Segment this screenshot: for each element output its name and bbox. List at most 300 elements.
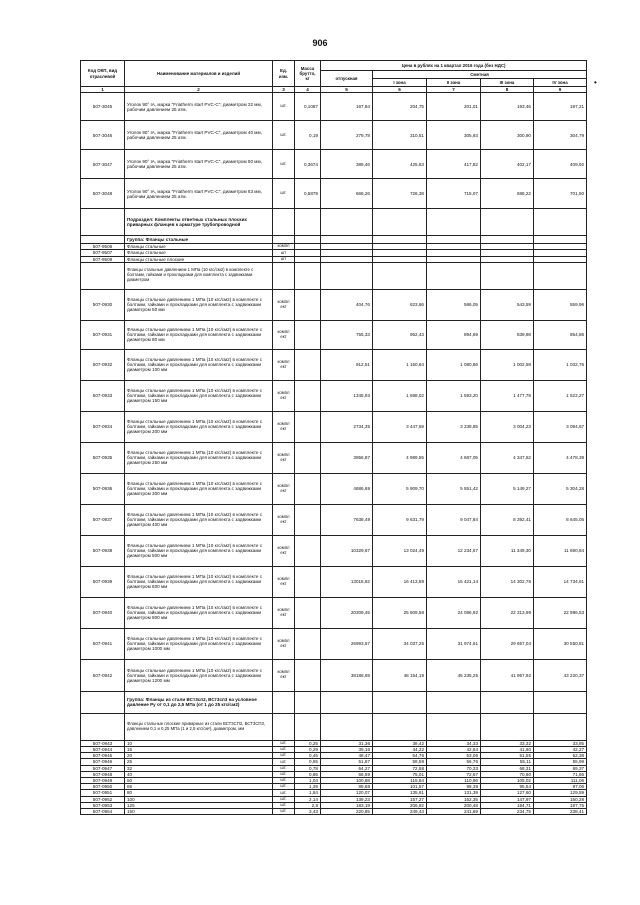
header-zone-4: IV зона [534, 79, 587, 87]
cell-zone-price: 70,33 [427, 765, 481, 771]
table-row [81, 93, 587, 121]
cell-mass [295, 380, 321, 411]
table-row [81, 320, 587, 349]
cell-empty [373, 691, 427, 713]
cell-unit: шт. [273, 765, 295, 771]
cell-zone-price: 3 004,23 [481, 411, 534, 442]
cell-mass: 0,78 [295, 765, 321, 771]
cell-unit: компл ект [273, 504, 295, 535]
cell-zone-price: 5 909,70 [373, 473, 427, 504]
cell-zone-price: 55,99 [534, 759, 587, 765]
section-title: Группа: Фланцы из стали ВСт3сп2, ВСт3сп3 на условное давление Ру от 0,1 до 2,5 МПа (от 1 до 25 кгс/см2) [125, 691, 273, 713]
cell-mass: 3,43 [295, 809, 321, 815]
cell-code: 507-0937 [81, 504, 125, 535]
page-number: 906 [312, 38, 328, 48]
table-row [81, 289, 587, 320]
cell-unit: компл ект [273, 289, 295, 320]
column-number: 9 [534, 87, 587, 93]
cell-zone-price: 70,60 [481, 771, 534, 777]
cell-name: 125 [125, 802, 273, 808]
cell-mass [295, 349, 321, 380]
cell-zone-price: 8 645,05 [534, 504, 587, 535]
section-row [81, 209, 587, 236]
cell-release-price: 13016,82 [321, 566, 373, 597]
cell-zone-price: 24 086,92 [427, 597, 481, 628]
cell-zone-price: 701,50 [534, 179, 587, 209]
cell-zone-price: 157,27 [373, 796, 427, 802]
cell-zone-price: 129,59 [534, 790, 587, 796]
cell-empty [295, 691, 321, 713]
cell-unit: шт. [273, 753, 295, 759]
cell-zone-price: 1 593,20 [427, 380, 481, 411]
cell-code: 507-3045 [81, 93, 125, 121]
cell-zone-price: 300,90 [481, 121, 534, 150]
cell-name: 40 [125, 771, 273, 777]
cell-zone-price: 249,43 [373, 809, 427, 815]
cell-empty [427, 691, 481, 713]
cell-zone-price: 42,27 [534, 747, 587, 753]
cell-release-price: 1345,93 [321, 380, 373, 411]
cell-empty [427, 262, 481, 289]
cell-empty [295, 262, 321, 289]
table-row [81, 473, 587, 504]
cell-name: Фланцы стальные [125, 244, 273, 250]
column-number: 4 [295, 87, 321, 93]
cell-zone-price: 204,75 [373, 93, 427, 121]
cell-zone-price: 3 094,67 [534, 411, 587, 442]
cell-release-price: 668,26 [321, 179, 373, 209]
cell-zone-price: 147,97 [481, 796, 534, 802]
column-number: 7 [427, 87, 481, 93]
cell-mass: 1,84 [295, 790, 321, 796]
cell-empty [427, 236, 481, 244]
cell-zone-price: 1 150,64 [373, 349, 427, 380]
cell-zone-price: 623,66 [373, 289, 427, 320]
cell-empty [321, 262, 373, 289]
cell-release-price: 4686,69 [321, 473, 373, 504]
section-title: Подраздел: Комплекты ответных стальных плоских приварных фланцев к арматуре трубопроводной [125, 209, 273, 236]
cell-name: Фланцы стальные [125, 250, 273, 256]
cell-zone-price: 71,66 [534, 771, 587, 777]
cell-zone-price: 1 477,78 [481, 380, 534, 411]
cell-mass [295, 411, 321, 442]
cell-zone-price: 5 304,28 [534, 473, 587, 504]
cell-code: 507-0939 [81, 566, 125, 597]
table-row [81, 628, 587, 659]
cell-name: Уголок 90° IA, марка "Friatherm start PVC-C", диаметром 63 мм, рабочим давлением 25 атм. [125, 179, 273, 209]
cell-mass [295, 566, 321, 597]
cell-zone-price: 11 349,30 [481, 535, 534, 566]
cell-empty [534, 691, 587, 713]
cell-code: 507-0934 [81, 411, 125, 442]
cell-empty [295, 209, 321, 236]
cell-zone-price: 115,84 [373, 778, 427, 784]
cell-mass: 0,29 [295, 747, 321, 753]
header-price-title: Цена в рублях на 1 квартал 2016 года (без НДС) [321, 61, 587, 71]
table-row [81, 179, 587, 209]
cell-zone-price: 197,21 [534, 93, 587, 121]
cell-mass: 0,25 [295, 740, 321, 746]
cell-release-price: 220,85 [321, 809, 373, 815]
cell-zone-price: 110,96 [427, 778, 481, 784]
cell-code: 507-0935 [81, 442, 125, 473]
cell-code: 507-3046 [81, 121, 125, 150]
cell-unit: компл ект [273, 442, 295, 473]
cell-unit: шт. [273, 802, 295, 808]
cell-empty [321, 209, 373, 236]
cell-name: Уголок 90° IA, марка "Friatherm start PVC-C", диаметром 40 мм, рабочим давлением 25 атм. [125, 121, 273, 150]
cell-zone-price: 42,84 [427, 747, 481, 753]
cell-zone-price: 726,38 [373, 179, 427, 209]
table-row [81, 597, 587, 628]
cell-mass: 0,5879 [295, 179, 321, 209]
cell-zone-price: 241,69 [427, 809, 481, 815]
cell-name: Фланцы стальные давлением 1 МПа (10 кгс/см2) в комплекте с болтами, гайками и прокладками для комплекта с задвижками диаметром 50 мм [125, 289, 273, 320]
cell-release-price: 139,23 [321, 796, 373, 802]
cell-empty [273, 209, 295, 236]
column-number: 1 [81, 87, 125, 93]
cell-zone-price: 48 154,19 [373, 659, 427, 691]
cell-empty [481, 209, 534, 236]
table-row [81, 411, 587, 442]
cell-release-price: 31,36 [321, 740, 373, 746]
cell-zone-price: 3 447,69 [373, 411, 427, 442]
cell-name: 25 [125, 759, 273, 765]
cell-name: 150 [125, 809, 273, 815]
cell-zone-price: 5 551,42 [427, 473, 481, 504]
cell-zone-price: 4 478,39 [534, 442, 587, 473]
cell-zone-price: 68,31 [481, 765, 534, 771]
cell-zone-price: 53,06 [427, 753, 481, 759]
cell-empty [427, 713, 481, 740]
cell-release-price: 912,51 [321, 349, 373, 380]
cell-empty [481, 262, 534, 289]
cell-mass: 0,19 [295, 121, 321, 150]
cell-name: 50 [125, 778, 273, 784]
cell-zone-price: 586,05 [427, 289, 481, 320]
cell-zone-price: 131,39 [427, 790, 481, 796]
cell-name: Фланцы стальные давлением 1 МПа (10 кгс/см2) в комплекте с болтами, гайками и прокладками для комплекта с задвижками диаметром 1200 мм [125, 659, 273, 691]
cell-mass [295, 473, 321, 504]
cell-name: 20 [125, 753, 273, 759]
cell-release-price: 404,76 [321, 289, 373, 320]
cell-zone-price: 8 392,41 [481, 504, 534, 535]
cell-zone-price: 952,43 [373, 320, 427, 349]
cell-release-price: 183,19 [321, 802, 373, 808]
cell-name: 65 [125, 784, 273, 790]
cell-zone-price: 206,92 [373, 802, 427, 808]
cell-zone-price: 150,28 [534, 796, 587, 802]
cell-unit: шт [273, 250, 295, 256]
cell-zone-price: 894,69 [427, 320, 481, 349]
cell-zone-price: 33,32 [481, 740, 534, 746]
cell-zone-price: 75,01 [373, 771, 427, 777]
cell-code: 507-0930 [81, 289, 125, 320]
cell-zone-price: 305,93 [427, 121, 481, 150]
cell-mass [295, 504, 321, 535]
note-row [81, 262, 587, 289]
cell-name: 32 [125, 765, 273, 771]
table-row [81, 659, 587, 691]
header-zone-2: II зона [427, 79, 481, 87]
cell-release-price: 120,07 [321, 790, 373, 796]
cell-name: 15 [125, 747, 273, 753]
cell-zone-price: 12 234,67 [427, 535, 481, 566]
cell-zone-price: 34,33 [427, 740, 481, 746]
cell-zone-price: 31 974,61 [427, 628, 481, 659]
cell-zone-price: 22 986,53 [534, 597, 587, 628]
cell-mass [295, 442, 321, 473]
cell-unit: шт. [273, 778, 295, 784]
cell-zone-price: 72,58 [373, 765, 427, 771]
cell-unit: шт. [273, 740, 295, 746]
cell-empty [534, 236, 587, 244]
cell-code: 507-0950 [81, 784, 125, 790]
cell-code [81, 262, 125, 289]
cell-empty [373, 262, 427, 289]
cell-empty [373, 236, 427, 244]
cell-zone-price: 98,39 [427, 784, 481, 790]
cell-zone-price: 3 238,85 [427, 411, 481, 442]
cell-name: Фланцы стальные давлением 1 МПа (10 кгс/см2) в комплекте с болтами, гайками и прокладками для комплекта с задвижками диаметром 150 мм [125, 380, 273, 411]
header-mass: Масса брутто, кг [295, 61, 321, 87]
cell-unit: компл ект [273, 320, 295, 349]
header-zone-1: I зона [373, 79, 427, 87]
cell-release-price: 755,33 [321, 320, 373, 349]
cell-mass: 0,1087 [295, 93, 321, 121]
cell-zone-price: 9 631,79 [373, 504, 427, 535]
cell-zone-price: 194,71 [481, 802, 534, 808]
cell-mass [295, 597, 321, 628]
cell-unit: компл ект [273, 566, 295, 597]
cell-empty [481, 713, 534, 740]
cell-zone-price: 38,42 [373, 740, 427, 746]
cell-empty [427, 209, 481, 236]
cell-unit: компл ект [273, 411, 295, 442]
cell-zone-price: 234,75 [481, 809, 534, 815]
cell-zone-price: 41 957,92 [481, 659, 534, 691]
cell-zone-price: 16 413,89 [373, 566, 427, 597]
cell-zone-price: 197,75 [534, 802, 587, 808]
cell-zone-price: 1 698,02 [373, 380, 427, 411]
cell-release-price: 39,16 [321, 747, 373, 753]
cell-code: 507-0943 [81, 740, 125, 746]
cell-zone-price: 417,82 [427, 150, 481, 179]
cell-code: 507-3048 [81, 179, 125, 209]
cell-zone-price: 41,60 [481, 747, 534, 753]
cell-unit: компл ект [273, 349, 295, 380]
cell-mass [295, 628, 321, 659]
cell-release-price: 51,87 [321, 759, 373, 765]
cell-zone-price: 4 347,52 [481, 442, 534, 473]
cell-unit: шт. [273, 93, 295, 121]
cell-mass: 0,85 [295, 771, 321, 777]
cell-code: 507-0941 [81, 628, 125, 659]
cell-zone-price: 310,51 [373, 121, 427, 150]
cell-release-price: 10329,67 [321, 535, 373, 566]
note-text: Фланцы стальные давлением 1 МПа (10 кгс/см2) в комплекте с болтами, гайками и прокладками для комплекта с задвижками диаметром [125, 262, 273, 289]
cell-empty [321, 691, 373, 713]
cell-unit: шт. [273, 796, 295, 802]
header-unit: Ед. изм. [273, 61, 295, 87]
cell-zone-price: 95,54 [481, 784, 534, 790]
table-row [81, 535, 587, 566]
cell-release-price: 100,88 [321, 778, 373, 784]
cell-code: 507-0936 [81, 473, 125, 504]
column-number: 3 [273, 87, 295, 93]
cell-zone-price: 97,06 [534, 784, 587, 790]
cell-release-price: 38188,69 [321, 659, 373, 691]
section-title: Группа: Фланцы стальные [125, 236, 273, 244]
section-row [81, 236, 587, 244]
cell-code: 507-0944 [81, 747, 125, 753]
cell-name: 10 [125, 740, 273, 746]
table-row [81, 150, 587, 179]
cell-name: Фланцы стальные давлением 1 МПа (10 кгс/см2) в комплекте с болтами, гайками и прокладками для комплекта с задвижками диаметром 200 мм [125, 411, 273, 442]
cell-unit: компл ект [273, 628, 295, 659]
cell-zone-price: 44,22 [373, 747, 427, 753]
cell-code: 507-9507 [81, 250, 125, 256]
cell-code [81, 209, 125, 236]
cell-zone-price: 4 989,55 [373, 442, 427, 473]
cell-release-price: 3956,87 [321, 442, 373, 473]
cell-zone-price: 22 313,99 [481, 597, 534, 628]
cell-zone-price: 11 690,84 [534, 535, 587, 566]
section-row [81, 691, 587, 713]
cell-mass [295, 535, 321, 566]
cell-zone-price: 201,01 [427, 93, 481, 121]
cell-zone-price: 56,76 [427, 759, 481, 765]
column-number: 6 [373, 87, 427, 93]
cell-zone-price: 43 220,37 [534, 659, 587, 691]
cell-unit: шт [273, 256, 295, 262]
price-table [80, 60, 587, 815]
cell-unit: шт. [273, 784, 295, 790]
cell-empty [534, 209, 587, 236]
cell-release-price: 167,84 [321, 93, 373, 121]
cell-zone-price: 34 037,25 [373, 628, 427, 659]
cell-zone-price: 238,41 [534, 809, 587, 815]
cell-unit: компл ект [273, 659, 295, 691]
cell-empty [481, 691, 534, 713]
cell-code: 507-0946 [81, 759, 125, 765]
cell-mass: 1,39 [295, 784, 321, 790]
cell-zone-price: 58,59 [373, 759, 427, 765]
cell-code: 507-0932 [81, 349, 125, 380]
cell-name: Фланцы стальные давлением 1 МПа (10 кгс/см2) в комплекте с болтами, гайками и прокладками для комплекта с задвижками диаметром 800 мм [125, 597, 273, 628]
cell-zone-price: 152,35 [427, 796, 481, 802]
cell-mass [295, 659, 321, 691]
cell-empty [295, 713, 321, 740]
cell-zone-price: 839,98 [481, 320, 534, 349]
cell-unit: шт. [273, 759, 295, 765]
note-row [81, 713, 587, 740]
header-release: отпускная [321, 71, 373, 87]
cell-unit: шт. [273, 121, 295, 150]
table-row [81, 566, 587, 597]
table-row [81, 809, 587, 815]
cell-code: 507-3047 [81, 150, 125, 179]
cell-name: Фланцы стальные давлением 1 МПа (10 кгс/см2) в комплекте с болтами, гайками и прокладками для комплекта с задвижками диаметром 250 мм [125, 442, 273, 473]
cell-code: 507-0940 [81, 597, 125, 628]
cell-unit: компл ект [273, 535, 295, 566]
header-code: Код ОКП, вид отраслевой [81, 61, 125, 87]
cell-code: 507-0942 [81, 659, 125, 691]
cell-zone-price: 51,55 [481, 753, 534, 759]
cell-unit: шт. [273, 771, 295, 777]
cell-empty [321, 713, 373, 740]
cell-empty [321, 236, 373, 244]
cell-code: 507-0949 [81, 778, 125, 784]
stray-mark: • [594, 78, 597, 87]
cell-name: Фланцы стальные давлением 1 МПа (10 кгс/см2) в комплекте с болтами, гайками и прокладками для комплекта с задвижками диаметром 100 мм [125, 349, 273, 380]
cell-zone-price: 15 421,14 [427, 566, 481, 597]
cell-zone-price: 1 080,86 [427, 349, 481, 380]
cell-zone-price: 111,06 [534, 778, 587, 784]
cell-empty [481, 236, 534, 244]
cell-empty [373, 713, 427, 740]
cell-empty [273, 713, 295, 740]
cell-unit: шт. [273, 179, 295, 209]
cell-zone-price: 5 149,27 [481, 473, 534, 504]
cell-release-price: 66,59 [321, 771, 373, 777]
cell-name: Уголок 90° IA, марка "Friatherm start PVC-C", диаметром 50 мм, рабочим давлением 25 атм. [125, 150, 273, 179]
table-row [81, 504, 587, 535]
cell-zone-price: 52,38 [534, 753, 587, 759]
column-number: 5 [321, 87, 373, 93]
cell-empty [295, 236, 321, 244]
cell-empty [373, 209, 427, 236]
cell-code [81, 691, 125, 713]
table-row [81, 442, 587, 473]
cell-zone-price: 409,92 [534, 150, 587, 179]
cell-empty [273, 236, 295, 244]
cell-zone-price: 45 235,25 [427, 659, 481, 691]
cell-zone-price: 543,59 [481, 289, 534, 320]
cell-release-price: 279,78 [321, 121, 373, 150]
cell-name: Фланцы стальные давлением 1 МПа (10 кгс/см2) в комплекте с болтами, гайками и прокладками для комплекта с задвижками диаметром 300 мм [125, 473, 273, 504]
cell-code: 507-0938 [81, 535, 125, 566]
cell-mass: 0,3674 [295, 150, 321, 179]
cell-name: 100 [125, 796, 273, 802]
cell-empty [273, 262, 295, 289]
cell-mass: 2,14 [295, 796, 321, 802]
table-body [81, 93, 587, 815]
cell-zone-price: 1 002,58 [481, 349, 534, 380]
cell-mass: 1,04 [295, 778, 321, 784]
cell-code: 507-0931 [81, 320, 125, 349]
cell-code [81, 713, 125, 740]
cell-release-price: 20309,45 [321, 597, 373, 628]
column-number: 8 [481, 87, 534, 93]
cell-zone-price: 29 657,04 [481, 628, 534, 659]
cell-name: Фланцы стальные плоские [125, 256, 273, 262]
cell-release-price: 48,47 [321, 753, 373, 759]
cell-zone-price: 559,96 [534, 289, 587, 320]
cell-release-price: 89,88 [321, 784, 373, 790]
cell-zone-price: 688,22 [481, 179, 534, 209]
cell-zone-price: 14 302,76 [481, 566, 534, 597]
cell-zone-price: 33,85 [534, 740, 587, 746]
note-text: Фланцы стальные плоские приварные из стали ВСТ3СП2, ВСТ3СП3, давлением 0,1 и 0,25 МПа (1 и 2,5 кгс/см²), диаметром, мм [125, 713, 273, 740]
cell-zone-price: 14 734,61 [534, 566, 587, 597]
cell-mass [295, 289, 321, 320]
cell-zone-price: 193,46 [481, 93, 534, 121]
cell-zone-price: 4 687,05 [427, 442, 481, 473]
cell-empty [534, 713, 587, 740]
cell-code: 507-0933 [81, 380, 125, 411]
cell-code: 507-0948 [81, 771, 125, 777]
